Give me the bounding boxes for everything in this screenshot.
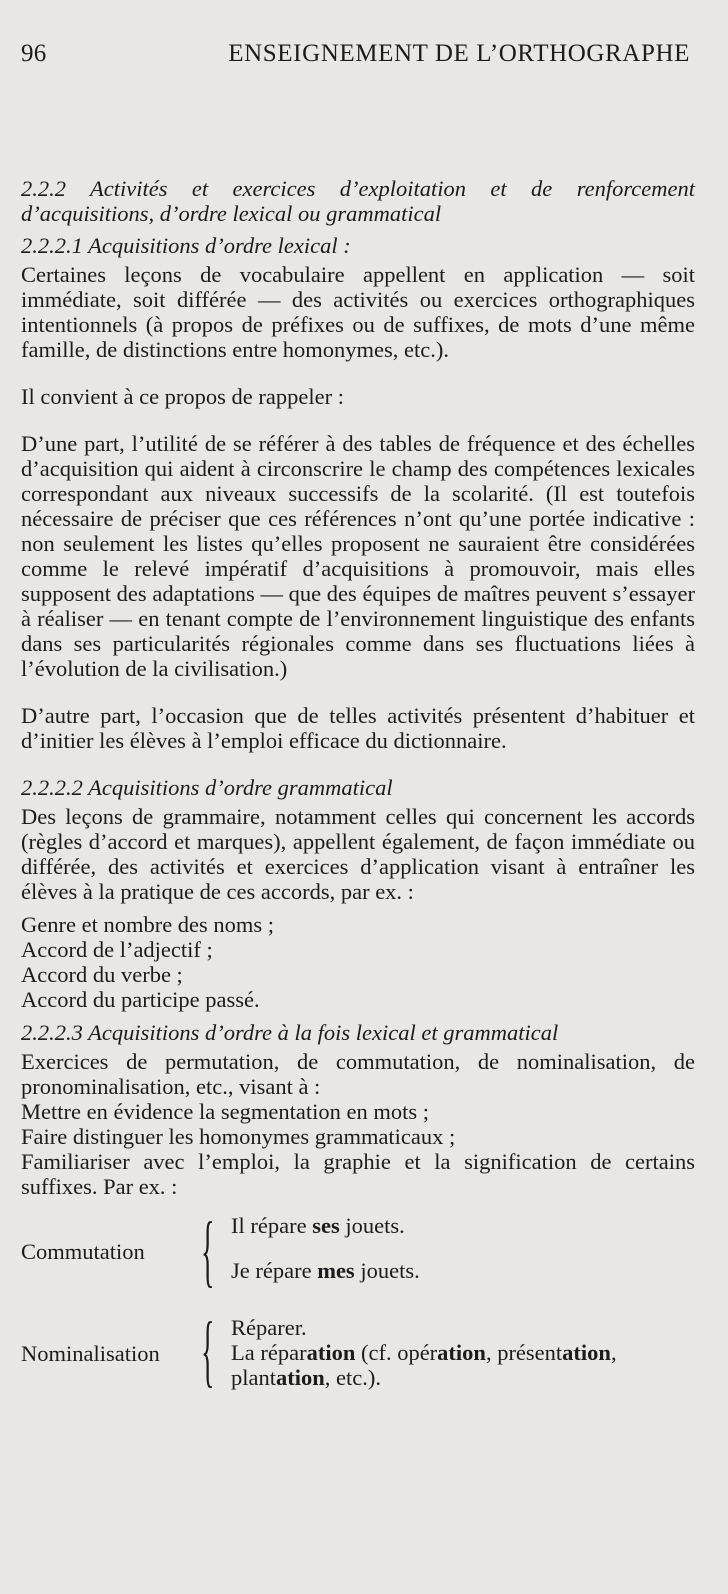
list-item: Mettre en évidence la segmentation en mots ; [21, 1099, 429, 1124]
brace-icon: { [201, 1307, 215, 1395]
heading-2-2-2-1: 2.2.2.1 Acquisitions d’ordre lexical : [21, 233, 351, 258]
paragraph: Il convient à ce propos de rappeler : [21, 384, 344, 409]
example-line: plantation, etc.). [231, 1365, 381, 1390]
example-line: Réparer. [231, 1315, 307, 1340]
list-item: Accord de l’adjectif ; [21, 937, 213, 962]
heading-2-2-2-3: 2.2.2.3 Acquisitions d’ordre à la fois lexical et grammatical [21, 1020, 559, 1045]
example-line: Je répare mes jouets. [231, 1258, 420, 1283]
main-text [21, 176, 695, 1393]
example-lines [231, 1213, 420, 1283]
list-item: Genre et nombre des noms ; [21, 912, 275, 937]
example-commutation [21, 1209, 695, 1295]
page-number: 96 [21, 40, 47, 67]
brace-icon: { [201, 1207, 215, 1295]
example-nominalisation [21, 1307, 695, 1395]
paragraph: Des leçons de grammaire, notamment celles qui concernent les accords (règles d’accord et marques), appellent également, de façon immédiate ou différée, des activités et exercices d’application visant à entraîner les élèves à la pratique de ces accords, par ex. : [21, 804, 695, 904]
paragraph: D’autre part, l’occasion que de telles activités présentent d’habituer et d’initier les élèves à l’emploi efficace du dictionnaire. [21, 703, 695, 753]
paragraph: D’une part, l’utilité de se référer à des tables de fréquence et des échelles d’acquisition qui aident à circonscrire le champ des compétences lexicales correspondant aux niveaux successifs de la scolarité. (Il est toutefois nécessaire de préciser que ces références n’ont qu’une portée indicative : non seulement les listes qu’elles proposent ne sauraient être considérées comme le relevé impératif d’acquisitions à promouvoir, mais elles supposent des adaptations — que des équipes de maîtres peuvent s’essayer à réaliser — en tenant compte de l’environnement linguistique des enfants dans ses particularités régionales comme dans ses fluctuations liées à l’évolution de la civilisation.) [21, 431, 695, 681]
heading-2-2-2-2: 2.2.2.2 Acquisitions d’ordre grammatical [21, 775, 393, 800]
example-label: Nominalisation [21, 1341, 160, 1366]
list-item: Accord du participe passé. [21, 987, 260, 1012]
list-item: Faire distinguer les homonymes grammaticaux ; [21, 1124, 456, 1149]
paragraph: Familiariser avec l’emploi, la graphie et la signification de certains suffixes. Par ex. : [21, 1149, 695, 1199]
example-line: Il répare ses jouets. [231, 1213, 405, 1238]
exercise-aims-list [21, 1099, 695, 1149]
paragraph: Exercices de permutation, de commutation, de nominalisation, de pronominalisation, etc., visant à : [21, 1049, 695, 1099]
list-item: Accord du verbe ; [21, 962, 183, 987]
example-line: La réparation (cf. opération, présentation, [231, 1340, 617, 1365]
heading-2-2-2: 2.2.2 Activités et exercices d’exploitation et de renforcement d’acquisitions, d’ordre lexical ou grammatical [21, 176, 695, 226]
paragraph: Certaines leçons de vocabulaire appellent en application — soit immédiate, soit différée — des activités ou exercices orthographiques intentionnels (à propos de préfixes ou de suffixes, de mots d’une même famille, de distinctions entre homonymes, etc.). [21, 262, 695, 362]
example-lines [231, 1315, 617, 1390]
example-label: Commutation [21, 1239, 145, 1264]
accord-list [21, 912, 695, 1012]
running-title: ENSEIGNEMENT DE L’ORTHOGRAPHE [228, 40, 690, 67]
